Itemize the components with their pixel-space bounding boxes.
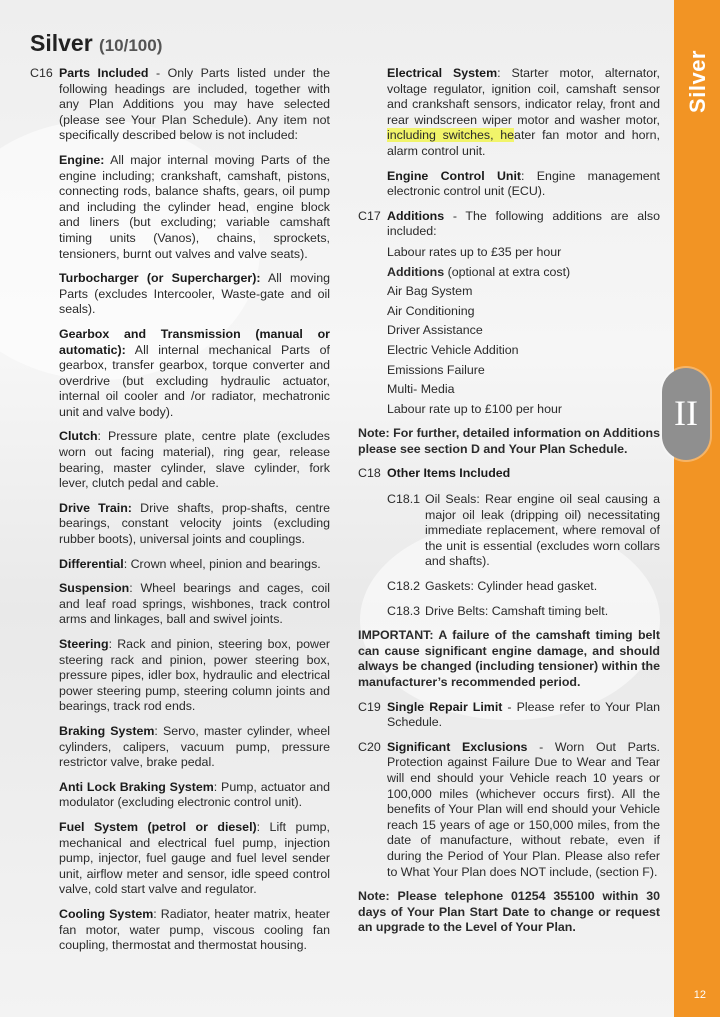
part-abs [59, 780, 330, 811]
part-heading: Steering [59, 637, 109, 651]
part-heading: Fuel System (petrol or diesel) [59, 819, 257, 834]
part-heading: Braking System [59, 723, 155, 738]
clause-code: C16 [30, 66, 53, 80]
part-heading: Electrical System [387, 66, 498, 80]
clause-c18 [358, 466, 660, 482]
part-heading: Gearbox and Transmission (manual or automatic): [59, 326, 330, 357]
part-ecu [387, 169, 660, 200]
important-notice: IMPORTANT: A failure of the camshaft timing belt can cause significant engine damage, and should always be changed (including tensioner) within the manufacturer’s recommended period. [358, 628, 660, 689]
clause-heading: Single Repair Limit [387, 699, 503, 714]
part-text: : Crown wheel, pinion and bearings. [123, 556, 321, 571]
sidebar-label: Silver [685, 50, 710, 113]
clause-code: C20 [358, 739, 381, 754]
clause-c20 [358, 740, 660, 880]
section-sidebar [674, 0, 720, 1017]
subclause-text: Oil Seals: Rear engine oil seal causing a major oil leak (dripping oil) necessitating immediate replacement, where removal of the unit is essential (excludes worn collars and shafts). [425, 492, 660, 569]
subclause-code: C18.3 [387, 603, 421, 618]
clause-code: C19 [358, 699, 381, 714]
subclause-text: Drive Belts: Camshaft timing belt. [425, 603, 609, 618]
part-text: ater fan motor and horn, alarm control unit. [387, 128, 661, 158]
clause-heading: Additions [387, 208, 445, 223]
telephone-note: Note: Please telephone 01254 355100 within 30 days of Your Plan Start Date to change or request an upgrade to the Level of Your Plan. [358, 889, 660, 935]
section-numeral: II [674, 393, 698, 433]
section-tab [662, 368, 710, 460]
clause-c19 [358, 700, 660, 731]
additions-label: Additions [387, 264, 445, 279]
part-clutch [59, 429, 330, 491]
right-column [358, 66, 660, 945]
part-heading: Cooling System [59, 906, 154, 921]
part-text: : Rack and pinion, steering box, power steering rack and pinion, power steering box, pressure pipes, idler box, hydraulic and electrical power steering pump, steering column joints and bearings, track rod ends. [59, 637, 330, 714]
clause-code: C18 [358, 466, 381, 481]
part-text: : Pump, actuator and modulator (excluding electronic control unit). [59, 779, 331, 810]
addition-item: Electric Vehicle Addition [387, 342, 519, 357]
part-heading: Turbocharger (or Supercharger): [59, 271, 261, 286]
part-suspension [59, 581, 330, 628]
part-heading: Anti Lock Braking System [59, 779, 214, 794]
addition-item: Emissions Failure [387, 362, 485, 377]
part-gearbox [59, 327, 330, 421]
additions-heading [387, 265, 660, 281]
part-electrical [387, 66, 660, 160]
part-heading: Engine Control Unit [387, 168, 522, 183]
subclause-c18-2 [387, 579, 660, 595]
part-steering [59, 637, 330, 715]
part-drive-train [59, 501, 330, 548]
clause-c16 [30, 66, 330, 144]
part-text: : Engine management electronic control unit (ECU). [387, 168, 660, 199]
clause-text: - Only Parts listed under the following headings are included, together with any Plan Additions you may have selected (please see Your Plan Schedule). Any item not specifically described below is not included: [59, 66, 330, 143]
clause-c17 [358, 209, 660, 240]
additions-note: (optional at extra cost) [444, 264, 571, 279]
part-text: All moving Parts (excludes Intercooler, Waste-gate and oil seals). [59, 271, 330, 317]
page-number: 12 [693, 989, 706, 1001]
part-turbocharger [59, 271, 330, 318]
highlighted-text: including switches, he [387, 128, 515, 143]
clause-heading: Parts Included [59, 66, 149, 80]
part-text: : Radiator, heater matrix, heater fan motor, water pump, viscous cooling fan coupling, thermostat and thermostat housing. [59, 906, 330, 953]
part-engine [59, 153, 330, 262]
addition-item: Driver Assistance [387, 323, 483, 338]
subclause-code: C18.1 [387, 492, 421, 507]
part-fuel-system [59, 820, 330, 898]
part-text: All internal mechanical Parts of gearbox, transfer gearbox, torque converter and overdrive (but excluding hydraulic actuator, internal oil cooler and /or radiator, mechatronic unit and valve body). [59, 342, 330, 419]
subclause-code: C18.2 [387, 579, 421, 594]
part-text: : Lift pump, mechanical and electrical fuel pump, injection pump, injector, fuel gauge and fuel level sender unit, airflow meter and sensor, idle speed control valve, cold start valve and regulator. [59, 819, 330, 897]
part-heading: Drive Train: [59, 500, 132, 515]
clause-code: C17 [358, 208, 381, 223]
part-differential [59, 557, 330, 573]
addition-item: Air Bag System [387, 284, 473, 299]
clause-heading: Significant Exclusions [387, 739, 528, 754]
clause-heading: Other Items Included [387, 466, 511, 481]
page-title [30, 30, 162, 57]
part-heading: Clutch [59, 429, 98, 444]
addition-item: Air Conditioning [387, 303, 475, 318]
left-column [30, 66, 330, 963]
addition-item: Multi- Media [387, 382, 455, 397]
part-braking [59, 724, 330, 771]
addition-item: Labour rate up to £100 per hour [387, 401, 562, 416]
subclause-text: Gaskets: Cylinder head gasket. [425, 579, 598, 594]
clause-text: - Worn Out Parts. Protection against Failure Due to Wear and Tear will end should your Vehicle reach 10 years or 100,000 miles (whichever occurs first). All the benefits of Your Plan will end should your Vehicle reach 15 years of age or 150,000 miles, from the date of manufacture, without rebate, even if during the Period of Your Plan. Please also refer to What Your Plan does NOT include, (section F). [387, 739, 660, 879]
part-text: : Pressure plate, centre plate (excludes worn out facing material), ring gear, release bearing, master cylinder, slave cylinder, fork lever, clutch pedal and cable. [59, 429, 330, 491]
part-text: : Servo, master cylinder, wheel cylinders, calipers, vacuum pump, pressure restrictor valve, brake pedal. [59, 723, 330, 770]
clause-text: - Please refer to Your Plan Schedule. [387, 699, 660, 730]
part-text: All major internal moving Parts of the engine including; crankshaft, camshaft, pistons, connecting rods, balance shafts, gears, oil pump and including the cylinder head, engine block and liners (but excluding; variable camshaft timing units (Vanos), chains, sprockets, tensioners, burnt out valves and valve seats). [59, 152, 330, 261]
title-main: Silver [30, 30, 93, 56]
title-sub: (10/100) [99, 36, 163, 55]
part-text: : Starter motor, alternator, voltage regulator, ignition coil, camshaft sensor and crankshaft sensors, indicator relay, front and rear windscreen wiper motor and washer motor, [387, 66, 660, 127]
part-heading: Differential [59, 556, 124, 571]
subclause-c18-1 [387, 492, 660, 570]
part-text: : Wheel bearings and cages, coil and leaf road springs, wishbones, track control arms and linkages, ball and swivel joints. [59, 581, 330, 627]
additions-note: Note: For further, detailed information on Additions please see section D and Your Plan Schedule. [358, 426, 660, 456]
part-cooling-system [59, 907, 330, 954]
labour-rate: Labour rates up to £35 per hour [387, 244, 562, 259]
subclause-c18-3 [387, 604, 660, 620]
part-heading: Suspension [59, 581, 130, 596]
part-heading: Engine: [59, 152, 105, 167]
part-text: Drive shafts, prop-shafts, centre bearings, constant velocity joints (excluding rubber boots), universal joints and couplings. [59, 500, 330, 547]
clause-text: - The following additions are also included: [387, 208, 660, 239]
